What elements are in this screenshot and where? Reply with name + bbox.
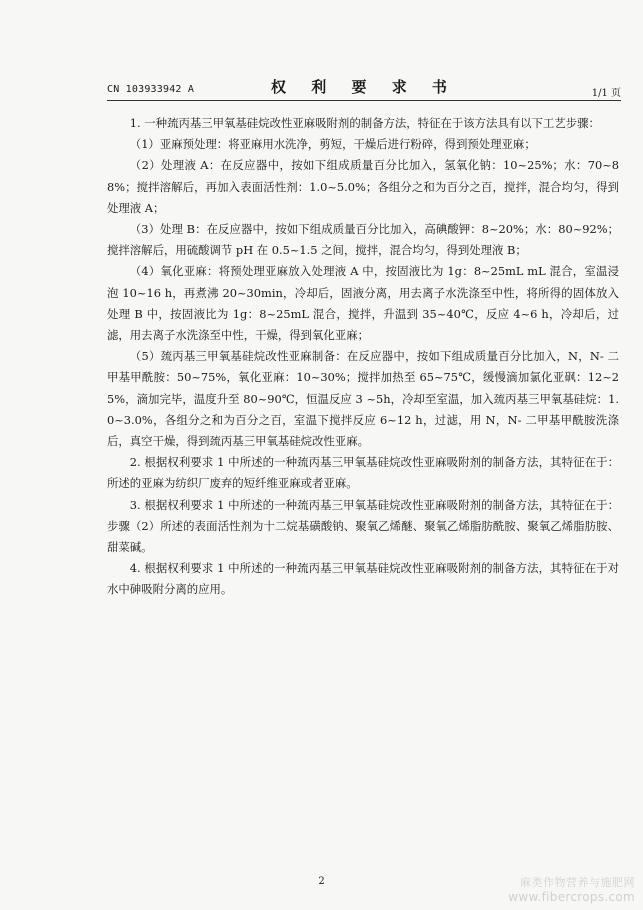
claim-4: 4. 根据权利要求 1 中所述的一种巯丙基三甲氧基硅烷改性亚麻吸附剂的制备方法，其特征在于对水中砷吸附分离的应用。 [107, 561, 619, 597]
header-divider [107, 100, 621, 101]
claim-1-step-3: （3）处理 B：在反应器中，按如下组成质量百分比加入，高碘酸钾：8~20%；水：80~92%；搅拌溶解后，用硫酸调节 pH 在 0.5~1.5 之间，搅拌，混合均匀，得到处理液 B； [107, 222, 619, 258]
page-header [107, 76, 621, 98]
claim-1-step-4: （4）氧化亚麻：将预处理亚麻放入处理液 A 中，按固液比为 1g：8~25mL mL 混合，室温浸泡 10~16 h，再煮沸 20~30min，冷却后，固液分离，用去离子水洗涤至中性，将所得的固体放入处理 B 中，按固液比为 1g：8~25mL 混合，搅拌，升温到 35~40℃，反应 4~6 h，冷却后，过滤，用去离子水洗涤至中性，干燥，得到氧化亚麻； [107, 264, 619, 343]
page-count: 1/1 页 [591, 88, 621, 99]
claim-2: 2. 根据权利要求 1 中所述的一种巯丙基三甲氧基硅烷改性亚麻吸附剂的制备方法，其特征在于：所述的亚麻为纺织厂废弃的短纤维亚麻或者亚麻。 [107, 455, 619, 491]
claim-1-intro: 1. 一种巯丙基三甲氧基硅烷改性亚麻吸附剂的制备方法，特征在于该方法具有以下工艺步骤： [129, 116, 600, 130]
claim-3: 3. 根据权利要求 1 中所述的一种巯丙基三甲氧基硅烷改性亚麻吸附剂的制备方法，其特征在于：步骤（2）所述的表面活性剂为十二烷基磺酸钠、聚氧乙烯醚、聚氧乙烯脂肪酰胺、聚氧乙烯脂肪胺、甜菜碱。 [107, 497, 619, 555]
page-title: 权 利 要 求 书 [271, 78, 457, 96]
watermark-site-name: 麻类作物营养与施肥网 [520, 876, 635, 889]
claims-body [107, 113, 619, 601]
claim-1-step-1: （1）亚麻预处理：将亚麻用水洗净，剪短，干燥后进行粉碎，得到预处理亚麻； [129, 137, 536, 152]
site-watermark [508, 874, 635, 904]
claim-1-step-5: （5）巯丙基三甲氧基硅烷改性亚麻制备：在反应器中，按如下组成质量百分比加入，N，N- 二甲基甲酰胺：50~75%，氧化亚麻：10~30%；搅拌加热至 65~75℃，缓慢滴加氯化亚砜：12~25%，滴加完毕，温度升至 80~90℃，恒温反应 3 ~5h，冷却至室温，加入巯丙基三甲氧基硅烷：1.0~3.0%，各组分之和为百分之百，室温下搅拌反应 6~12 h，过滤，用 N，N- 二甲基甲酰胺洗涤后，真空干燥，得到巯丙基三甲氧基硅烷改性亚麻。 [107, 349, 619, 449]
page-number: 2 [318, 876, 325, 887]
claim-1-step-2: （2）处理液 A：在反应器中，按如下组成质量百分比加入，氢氧化钠：10~25%；水：70~88%；搅拌溶解后，再加入表面活性剂：1.0~5.0%；各组分之和为百分之百，搅拌，混合均匀，得到处理液 A； [107, 158, 619, 215]
document-number: CN 103933942 A [107, 84, 195, 95]
watermark-url: www.fibercrops.com [508, 890, 635, 904]
